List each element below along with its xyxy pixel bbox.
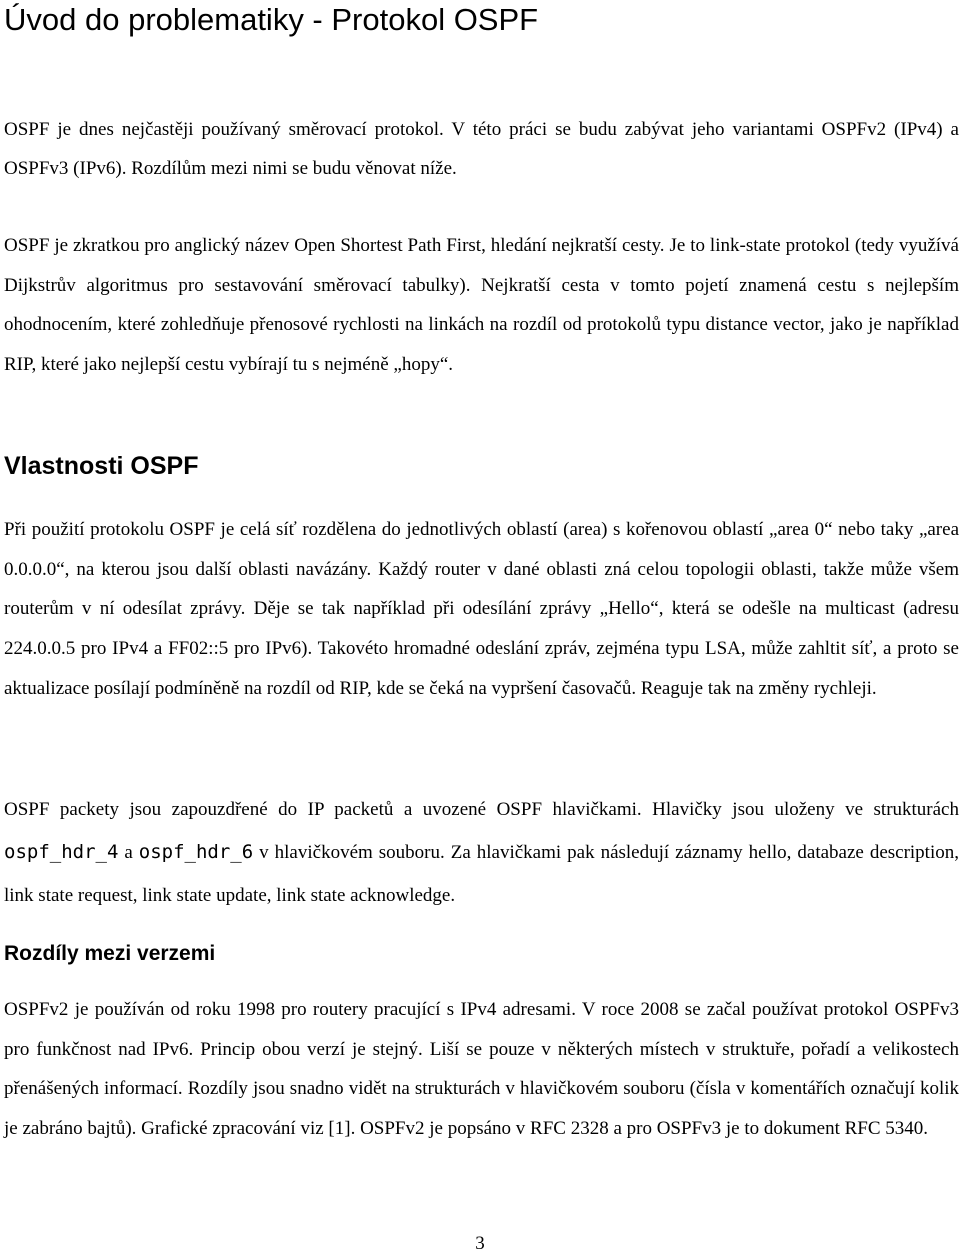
code-struct-ospf-hdr-4: ospf_hdr_4 xyxy=(4,841,119,863)
section-heading-rozdily: Rozdíly mezi verzemi xyxy=(4,942,216,965)
section2-paragraph-1: OSPFv2 je používán od roku 1998 pro routery pracující s IPv4 adresami. V roce 2008 se začal používat protokol OSPFv3 pro funkčnost nad IPv6. Princip obou verzí je stejný. Liší se pouze v některých místech v struktuře, pořadí a velikostech přenášených informací. Rozdíly jsou snadno vidět na strukturách v hlavičkovém souboru (čísla v komentářích označují kolik je zabráno bajtů). Grafické zpracování viz [1]. OSPFv2 je popsáno v RFC 2328 a pro OSPFv3 je to dokument RFC 5340. xyxy=(4,999,959,1140)
text-run: a xyxy=(118,842,139,863)
page-number: 3 xyxy=(475,1233,485,1254)
intro-paragraph-2: OSPF je zkratkou pro anglický název Open Shortest Path First, hledání nejkratší cesty. Je to link-state protokol (tedy využívá Dijkstrův algoritmus pro sestavování směrovací tabulky). Nejkratší cesta v tomto pojetí znamená cestu s nejlepším ohodnocením, které zohledňuje přenosové rychlosti na linkách na rozdíl od protokolů typu distance vector, jako je například RIP, které jako nejlepší cestu vybírají tu s nejméně „hopy“. xyxy=(4,235,959,376)
section1-paragraph-2 xyxy=(4,788,959,917)
section-heading-vlastnosti: Vlastnosti OSPF xyxy=(4,452,199,480)
text-run: v hlavičkovém souboru. Za hlavičkami pak následují záznamy hello, databaze description, link state request, link state update, link state acknowledge. xyxy=(4,842,959,906)
text-run: OSPF packety jsou zapouzdřené do IP packetů a uvozené OSPF hlavičkami. Hlavičky jsou uloženy ve strukturách xyxy=(4,799,959,820)
intro-paragraph-1: OSPF je dnes nejčastěji používaný směrovací protokol. V této práci se budu zabývat jeho variantami OSPFv2 (IPv4) a OSPFv3 (IPv6). Rozdílům mezi nimi se budu věnovat níže. xyxy=(4,119,959,179)
section1-paragraph-1: Při použití protokolu OSPF je celá síť rozdělena do jednotlivých oblastí (area) s kořenovou oblastí „area 0“ nebo taky „area 0.0.0.0“, na kterou jsou další oblasti navázány. Každý router v dané oblasti zná celou topologii oblasti, takže může všem routerům v ní odesílat zprávy. Děje se tak například při odesílání zprávy „Hello“, která se odešle na multicast (adresu 224.0.0.5 pro IPv4 a FF02::5 pro IPv6). Takovéto hromadné odeslání zpráv, zejména typu LSA, může zahltit síť, a proto se aktualizace posílají podmíněně na rozdíl od RIP, kde se čeká na vypršení časovačů. Reaguje tak na změny rychleji. xyxy=(4,519,959,699)
page-title: Úvod do problematiky - Protokol OSPF xyxy=(4,2,539,37)
code-struct-ospf-hdr-6: ospf_hdr_6 xyxy=(138,841,254,863)
